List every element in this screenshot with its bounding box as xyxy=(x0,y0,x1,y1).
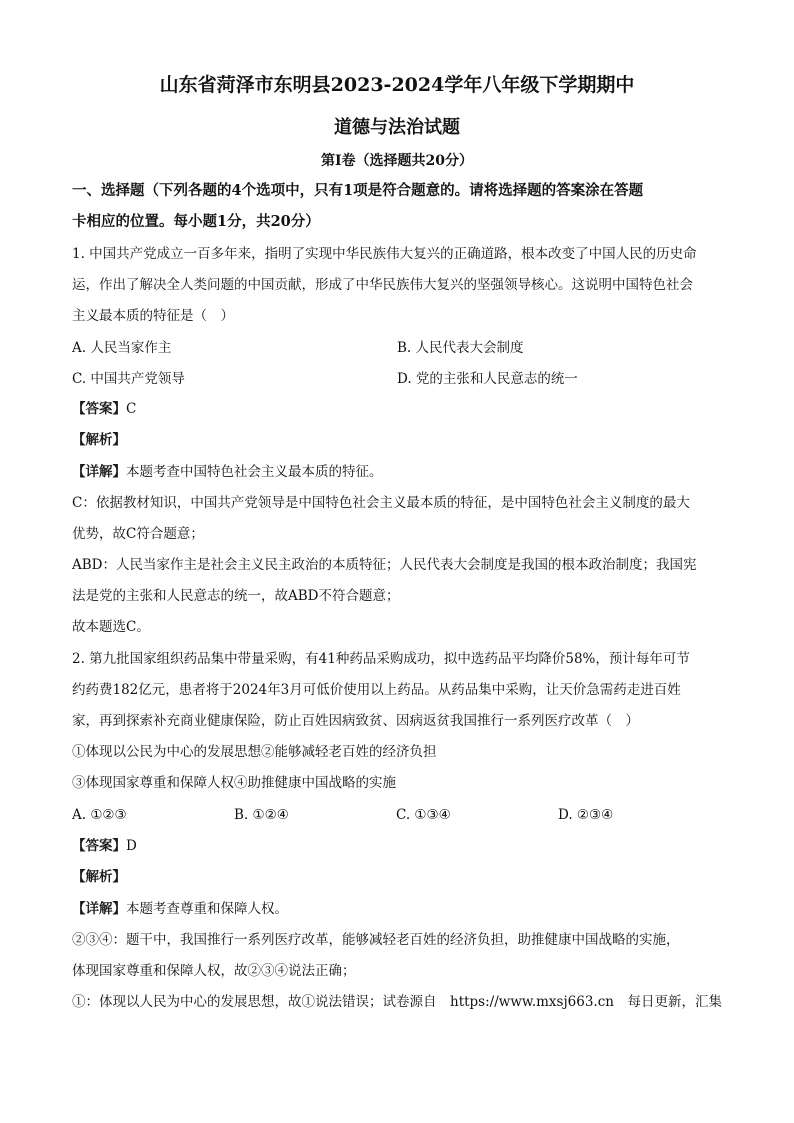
q1-stem-line1: 1. 中国共产党成立一百多年来，指明了实现中华民族伟大复兴的正确道路，根本改变了中国人民的历史命 xyxy=(72,246,697,262)
q1-explanation-line4: 法是党的主张和人民意志的统一，故ABD不符合题意； xyxy=(72,588,400,604)
document-subtitle: 道德与法治试题 xyxy=(334,117,460,138)
answer-value: C xyxy=(126,401,137,417)
part-heading: 第Ⅰ卷（选择题共20分） xyxy=(320,153,474,169)
q1-answer xyxy=(72,399,136,419)
detail-tag: 【详解】 xyxy=(72,464,126,480)
q1-stem-line2: 运，作出了解决全人类问题的中国贡献，形成了中华民族伟大复兴的坚强领导核心。这说明中国特色社会 xyxy=(72,277,693,293)
document-title: 山东省菏泽市东明县2023-2024学年八年级下学期期中 xyxy=(159,74,635,96)
q1-option-d: D. 党的主张和人民意志的统一 xyxy=(397,371,578,387)
answer-tag: 【答案】 xyxy=(72,401,126,417)
q1-conclusion: 故本题选C。 xyxy=(72,619,150,635)
q1-option-b: B. 人民代表大会制度 xyxy=(397,340,524,356)
q2-stem-line1: 2. 第九批国家组织药品集中带量采购，有41种药品采购成功，拟中选药品平均降价58%，预计每年可节 xyxy=(72,651,690,667)
q2-items-12: ①体现以公民为中心的发展思想②能够减轻老百姓的经济负担 xyxy=(72,744,437,760)
q2-stem-line3: 家，再到探索补充商业健康保险，防止百姓因病致贫、因病返贫我国推行一系列医疗改革（ ） xyxy=(72,713,639,729)
q1-option-c: C. 中国共产党领导 xyxy=(72,371,185,387)
q2-option-a: A. ①②③ xyxy=(72,807,127,823)
q2-option-d: D. ②③④ xyxy=(558,807,614,823)
q2-analysis-tag: 【解析】 xyxy=(72,869,126,885)
q1-detail xyxy=(72,462,383,482)
q1-explanation-line2: 优势，故C符合题意； xyxy=(72,526,204,542)
detail-text: 本题考查尊重和保障人权。 xyxy=(126,901,288,917)
q2-explanation-line2: 体现国家尊重和保障人权，故②③④说法正确； xyxy=(72,963,356,979)
q2-explanation-line3: ①：体现以人民为中心的发展思想，故①说法错误；试卷源自 https://www.mxsj663.cn 每日更新，汇集 xyxy=(72,994,722,1010)
section-instructions-line1: 一、选择题（下列各题的4个选项中，只有1项是符合题意的。请将选择题的答案涂在答题 xyxy=(72,182,644,199)
q1-analysis-tag: 【解析】 xyxy=(72,432,126,448)
q1-explanation-line3: ABD：人民当家作主是社会主义民主政治的本质特征；人民代表大会制度是我国的根本政治制度；我国宪 xyxy=(72,557,697,573)
q1-explanation-line1: C：依据教材知识，中国共产党领导是中国特色社会主义最本质的特征，是中国特色社会主义制度的最大 xyxy=(72,495,690,511)
answer-value: D xyxy=(126,838,137,854)
answer-tag: 【答案】 xyxy=(72,838,126,854)
detail-text: 本题考查中国特色社会主义最本质的特征。 xyxy=(126,464,383,480)
q2-answer xyxy=(72,836,137,856)
q1-stem-line3: 主义最本质的特征是（ ） xyxy=(72,308,234,324)
q2-option-b: B. ①②④ xyxy=(234,807,289,823)
q1-option-a: A. 人民当家作主 xyxy=(72,340,172,356)
section-instructions-line2: 卡相应的位置。每小题1分，共20分） xyxy=(72,213,320,230)
detail-tag: 【详解】 xyxy=(72,901,126,917)
q2-stem-line2: 约药费182亿元，患者将于2024年3月可低价使用以上药品。从药品集中采购，让天价急需药走进百姓 xyxy=(72,682,681,698)
q2-detail xyxy=(72,899,288,919)
q2-items-34: ③体现国家尊重和保障人权④助推健康中国战略的实施 xyxy=(72,775,396,791)
q2-option-c: C. ①③④ xyxy=(396,807,451,823)
q2-explanation-line1: ②③④：题干中，我国推行一系列医疗改革，能够减轻老百姓的经济负担，助推健康中国战略的实施， xyxy=(72,932,680,948)
